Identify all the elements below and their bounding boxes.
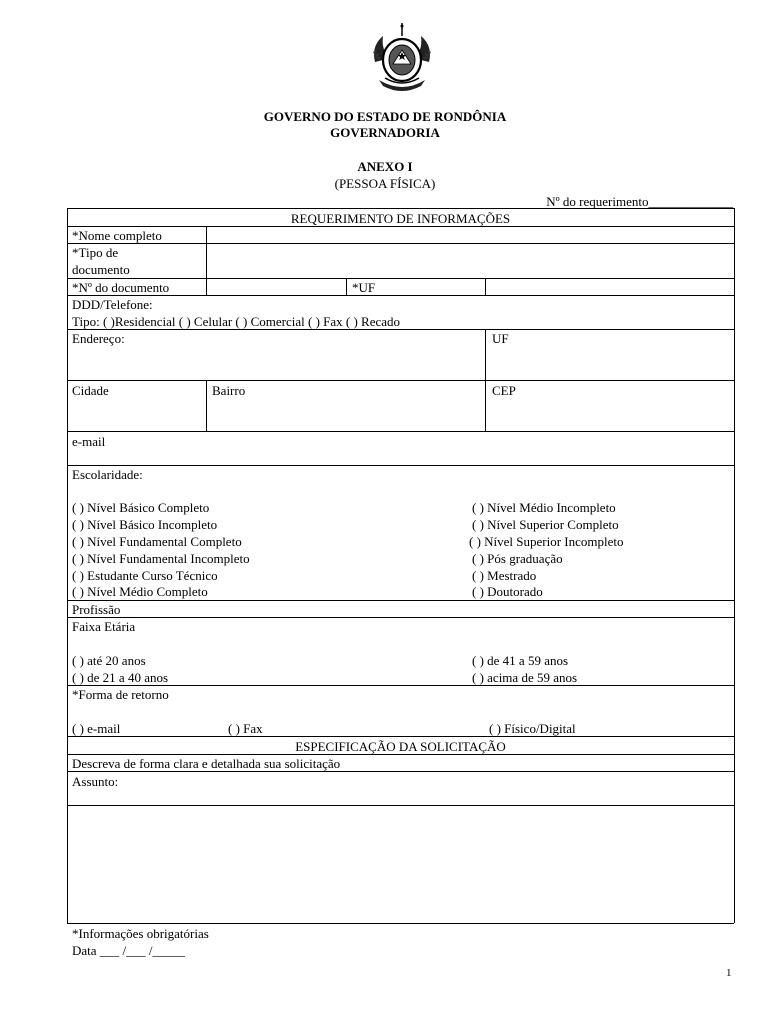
return-option-physical[interactable]: ( ) Físico/Digital [489, 721, 576, 736]
phone-type-options[interactable]: Tipo: ( )Residencial ( ) Celular ( ) Comercial ( ) Fax ( ) Recado [72, 314, 401, 329]
education-option[interactable]: ( ) Pós graduação [472, 551, 563, 566]
age-option[interactable]: ( ) acima de 59 anos [472, 670, 578, 685]
annex-title: ANEXO I [357, 159, 413, 174]
doc-type-label-1: *Tipo de [72, 245, 119, 260]
describe-instruction: Descreva de forma clara e detalhada sua solicitação [72, 756, 341, 771]
education-option[interactable]: ( ) Nível Médio Completo [72, 584, 208, 599]
date-line: Data ___ /___ /_____ [72, 943, 186, 958]
profession-label: Profissão [72, 602, 121, 617]
return-option-fax[interactable]: ( ) Fax [228, 721, 263, 736]
age-option[interactable]: ( ) de 41 a 59 anos [472, 653, 569, 668]
section-title-request: REQUERIMENTO DE INFORMAÇÕES [290, 211, 511, 226]
education-option[interactable]: ( ) Mestrado [472, 568, 537, 583]
age-option[interactable]: ( ) de 21 a 40 anos [72, 670, 169, 685]
education-label: Escolaridade: [72, 467, 143, 482]
uf-label: UF [492, 331, 509, 346]
education-option[interactable]: ( ) Nível Superior Incompleto [469, 534, 624, 549]
phone-label: DDD/Telefone: [72, 297, 153, 312]
education-option[interactable]: ( ) Estudante Curso Técnico [72, 568, 218, 583]
education-option[interactable]: ( ) Doutorado [472, 584, 543, 599]
education-option[interactable]: ( ) Nível Básico Completo [72, 500, 210, 515]
address-label: Endereço: [72, 331, 125, 346]
district-label: Bairro [212, 383, 246, 398]
age-option[interactable]: ( ) até 20 anos [72, 653, 146, 668]
city-label: Cidade [72, 383, 109, 398]
age-range-label: Faixa Etária [72, 619, 136, 634]
request-text-area[interactable] [68, 806, 733, 922]
coat-of-arms-icon [367, 22, 437, 94]
education-option[interactable]: ( ) Nível Médio Incompleto [472, 500, 616, 515]
annex-subtitle: (PESSOA FÍSICA) [334, 176, 436, 191]
education-option[interactable]: ( ) Nível Fundamental Incompleto [72, 551, 250, 566]
education-option[interactable]: ( ) Nível Fundamental Completo [72, 534, 242, 549]
subject-label: Assunto: [72, 774, 119, 789]
email-label: e-mail [72, 434, 106, 449]
zip-label: CEP [492, 383, 516, 398]
section-title-specification: ESPECIFICAÇÃO DA SOLICITAÇÃO [295, 739, 506, 754]
return-option-email[interactable]: ( ) e-mail [72, 721, 121, 736]
page-number: 1 [726, 967, 732, 979]
required-fields-note: *Informações obrigatórias [72, 926, 209, 941]
department-title: GOVERNADORIA [330, 125, 440, 140]
return-method-label: *Forma de retorno [72, 687, 169, 702]
doc-type-label-2: documento [72, 262, 130, 277]
uf-required-label: *UF [352, 280, 376, 295]
government-title: GOVERNO DO ESTADO DE RONDÔNIA [263, 109, 507, 124]
education-option[interactable]: ( ) Nível Básico Incompleto [72, 517, 218, 532]
doc-number-label: *Nº do documento [72, 280, 170, 295]
education-option[interactable]: ( ) Nível Superior Completo [472, 517, 619, 532]
full-name-label: *Nome completo [72, 228, 162, 243]
request-number: Nº do requerimento_____________ [546, 194, 733, 209]
